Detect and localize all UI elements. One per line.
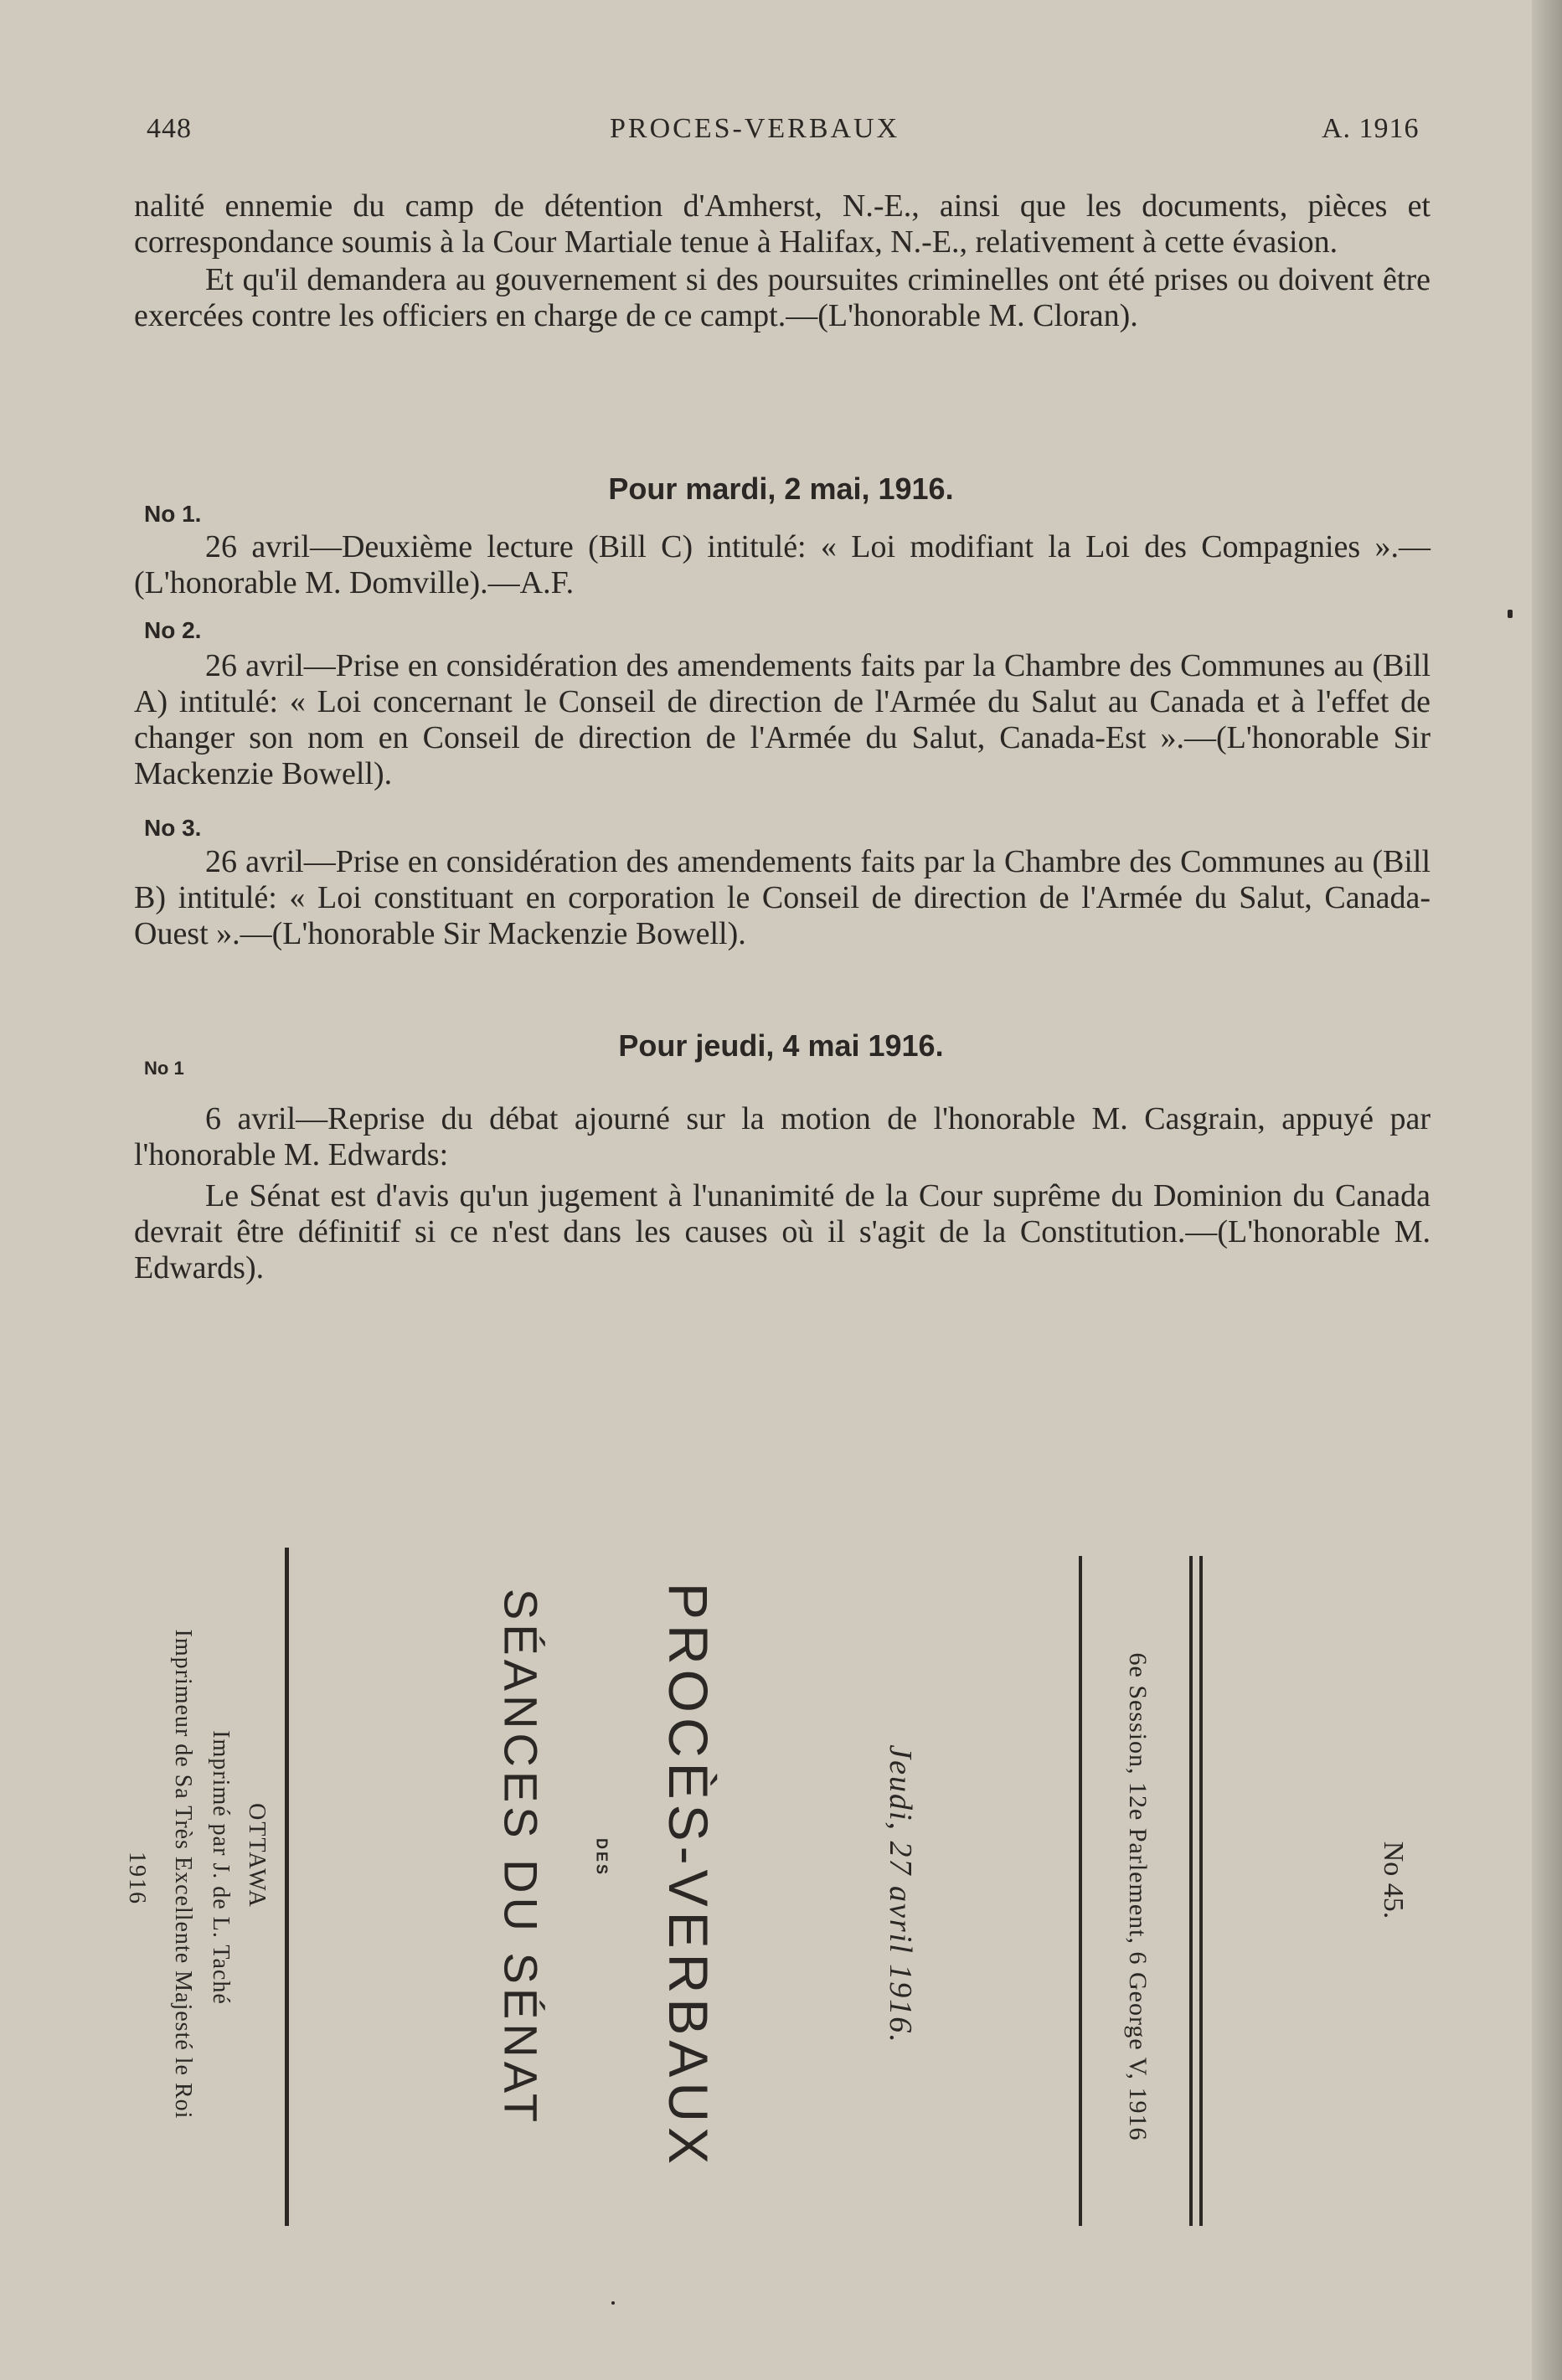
paragraph: nalité ennemie du camp de détention d'Amherst, N.-E., ainsi que les documents, pièces et correspondance soumis à la Cour Martiale tenue à Halifax, N.-E., relativement à cette évasion. [134, 188, 1431, 260]
rule-line [285, 1548, 289, 2226]
cover-title: PROCÈS-VERBAUX [657, 1582, 719, 2170]
page-number: 448 [147, 113, 192, 144]
agenda-item [134, 648, 1431, 792]
rule-line [1079, 1556, 1082, 2226]
cover-date: Jeudi, 27 avril 1916. [883, 1744, 918, 2044]
item-text: 26 avril—Prise en considération des amendements faits par la Chambre des Communes au (Bill B) intitulé: « Loi constituant en corporation le Conseil de direction de l'Armée du Salut, Canada-Ouest ».—(L'honorable Sir Mackenzie Bowell). [134, 844, 1431, 951]
item-number: No 1. [144, 501, 202, 527]
agenda-item [134, 844, 1431, 952]
cover-number: No 45. [1378, 1841, 1409, 1919]
running-year: A. 1916 [1322, 113, 1420, 144]
cover-title2: SÉANCES DU SÉNAT [494, 1588, 548, 2127]
item-number: No 1 [144, 1058, 184, 1079]
paragraph: Et qu'il demandera au gouvernement si des poursuites criminelles ont été prises ou doivent être exercées contre les officiers en charge de ce campt.—(L'honorable M. Cloran). [134, 262, 1431, 333]
speck [1508, 610, 1513, 618]
cover-printer-title: Imprimeur de Sa Très Excellente Majesté le Roi [170, 1629, 196, 2120]
item-text: Le Sénat est d'avis qu'un jugement à l'unanimité de la Cour suprême du Dominion du Canada devrait être définitif si ce n'est dans les causes où il s'agit de la Constitution.—(L'honorable M. Edwards). [134, 1178, 1431, 1285]
binding-edge [1532, 0, 1562, 2380]
running-title: PROCES-VERBAUX [610, 113, 900, 144]
cover-city: OTTAWA [244, 1803, 270, 1909]
item-text: 26 avril—Deuxième lecture (Bill C) intitulé: « Loi modifiant la Loi des Compagnies ».—(L'honorable M. Domville).—A.F. [134, 529, 1431, 600]
rule-line [1189, 1556, 1193, 2226]
cover-session: 6e Session, 12e Parlement, 6 George V, 1916 [1124, 1652, 1152, 2141]
section-heading: Pour mardi, 2 mai, 1916. [608, 471, 954, 506]
speck [611, 2301, 615, 2305]
item-number: No 3. [144, 815, 202, 841]
top-text-block [134, 188, 1431, 334]
rule-line [1199, 1556, 1203, 2226]
cover-printer: Imprimé par J. de L. Taché [208, 1730, 234, 2005]
item-text: 26 avril—Prise en considération des amendements faits par la Chambre des Communes au (Bill A) intitulé: « Loi concernant le Conseil de direction de l'Armée du Salut au Canada et à l'effet de changer son nom en Conseil de direction de l'Armée du Salut, Canada-Est ».—(L'honorable Sir Mackenzie Bowell). [134, 648, 1431, 791]
item-number: No 2. [144, 617, 202, 643]
agenda-item [134, 1101, 1431, 1286]
agenda-item [134, 529, 1431, 601]
cover-year: 1916 [124, 1852, 150, 1905]
section-heading: Pour jeudi, 4 mai 1916. [618, 1028, 944, 1063]
cover-des: DES [593, 1837, 611, 1878]
item-text: 6 avril—Reprise du débat ajourné sur la motion de l'honorable M. Casgrain, appuyé par l'honorable M. Edwards: [134, 1101, 1431, 1172]
